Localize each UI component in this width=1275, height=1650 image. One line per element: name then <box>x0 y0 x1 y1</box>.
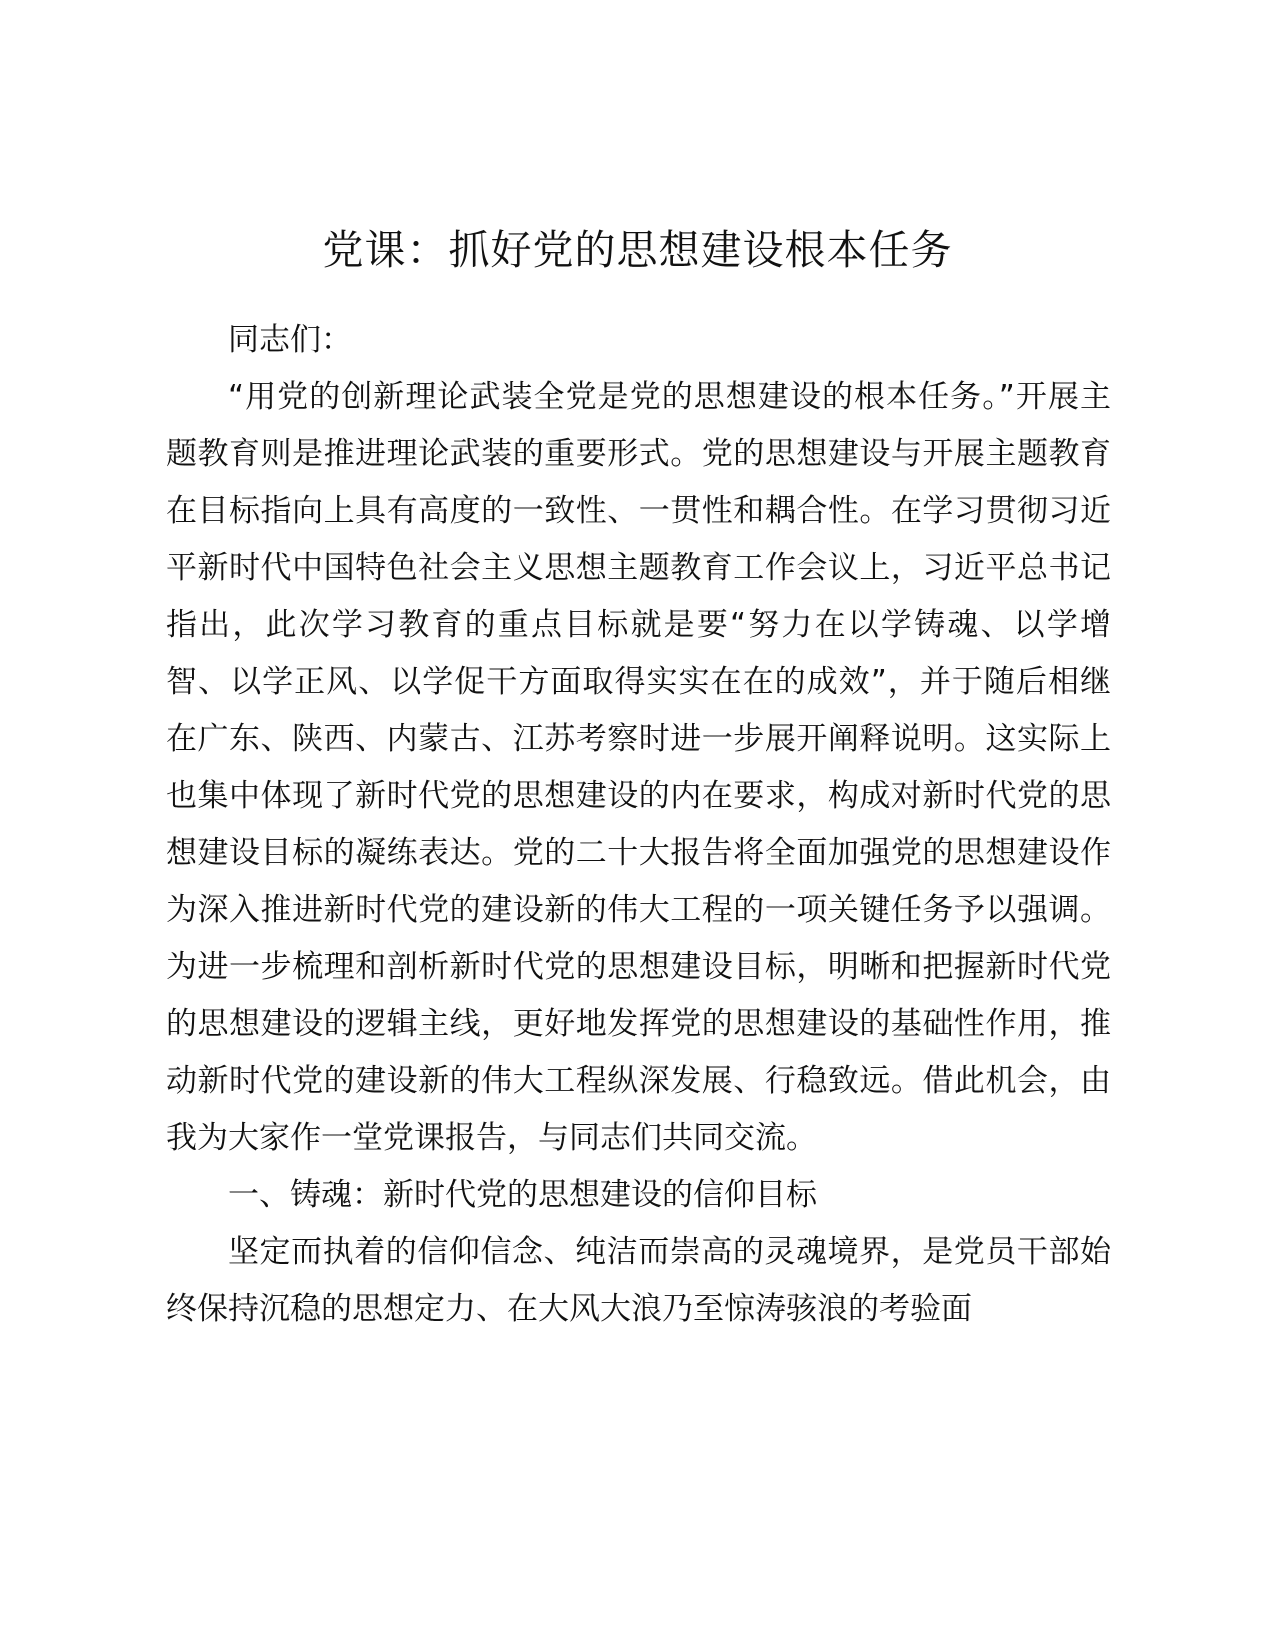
section-heading: 一、铸魂：新时代党的思想建设的信仰目标 <box>228 1177 817 1213</box>
greeting: 同志们： <box>228 322 352 358</box>
document-title: 党课：抓好党的思想建设根本任务 <box>322 226 953 274</box>
paragraph-intro: “用党的创新理论武装全党是党的思想建设的根本任务。”开展主题教育则是推进理论武装的重要形式。党的思想建设与开展主题教育在目标指向上具有高度的一致性、一贯性和耦合性。在学习贯彻习近平新时代中国特色社会主义思想主题教育工作会议上，习近平总书记指出，此次学习教育的重点目标就是要“努力在以学铸魂、以学增智、以学正风、以学促干方面取得实实在在的成效”，并于随后相继在广东、陕西、内蒙古、江苏考察时进一步展开阐释说明。这实际上也集中体现了新时代党的思想建设的内在要求，构成对新时代党的思想建设目标的凝练表达。党的二十大报告将全面加强党的思想建设作为深入推进新时代党的建设新的伟大工程的一项关键任务予以强调。为进一步梳理和剖析新时代党的思想建设目标，明晰和把握新时代党的思想建设的逻辑主线，更好地发挥党的思想建设的基础性作用，推动新时代党的建设新的伟大工程纵深发展、行稳致远。借此机会，由我为大家作一堂党课报告，与同志们共同交流。 <box>166 379 1111 1156</box>
document-body <box>166 312 1111 1338</box>
paragraph-section-1: 坚定而执着的信仰信念、纯洁而崇高的灵魂境界，是党员干部始终保持沉稳的思想定力、在大风大浪乃至惊涛骇浪的考验面 <box>166 1234 1111 1327</box>
